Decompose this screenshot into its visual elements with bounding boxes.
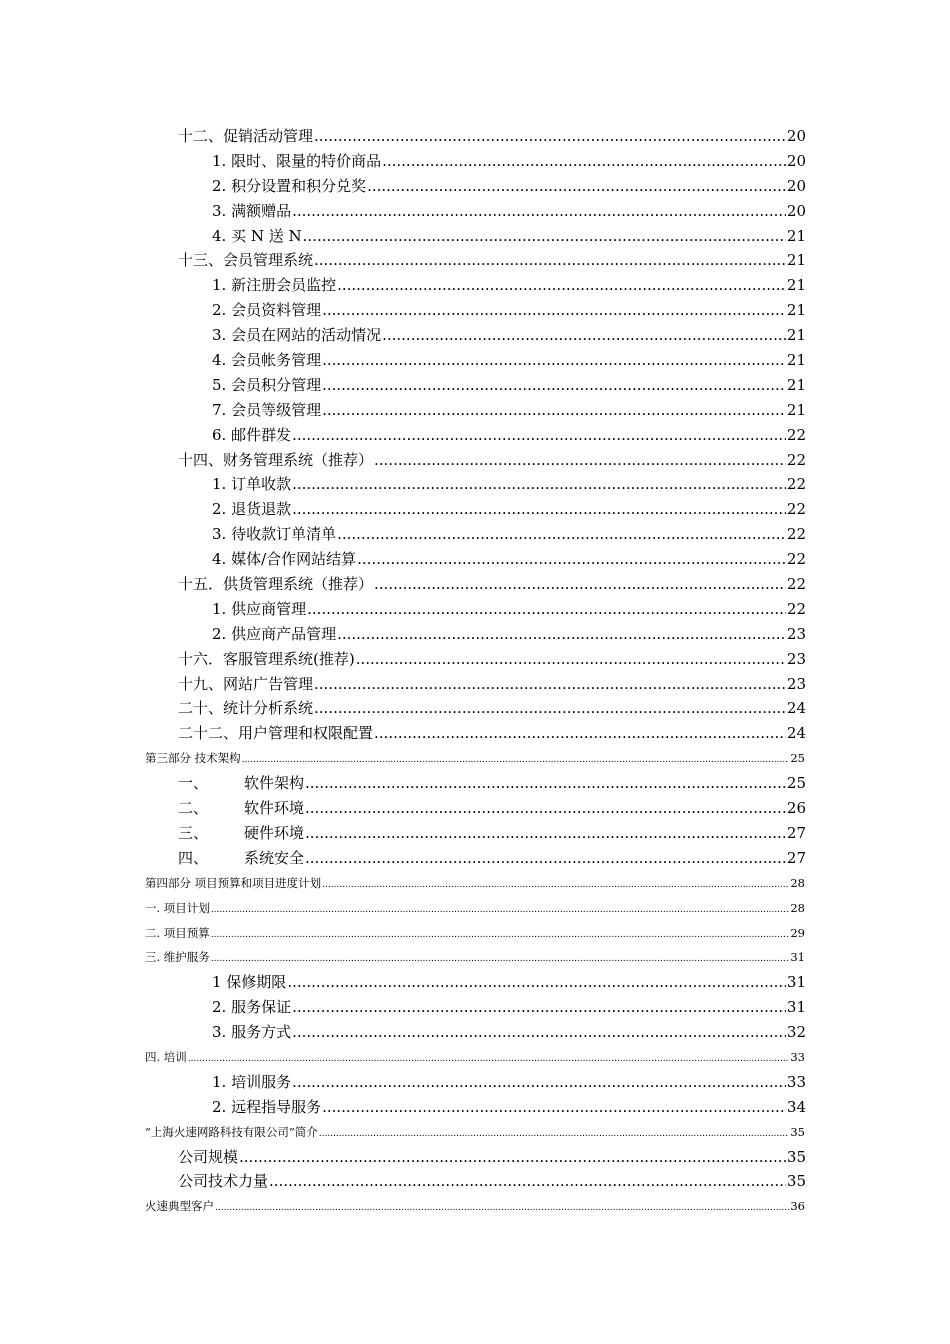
dot-leader [314,672,786,697]
toc-page-number: 35 [790,1124,805,1139]
toc-entry-label: 2. 供应商产品管理 [212,624,337,643]
dot-leader [356,647,786,672]
toc-page-number: 33 [790,1049,805,1064]
toc-page-number: 22 [786,450,806,469]
toc-entry[interactable] [178,846,806,871]
toc-page-number: 35 [786,1172,806,1191]
dot-leader [382,149,786,174]
dot-leader [239,1145,786,1170]
dot-leader [305,846,786,871]
toc-entry-label: 十九、网站广告管理 [178,674,314,693]
toc-page-number: 22 [786,599,806,618]
toc-entry-label: 三. 维护服务 [145,950,210,965]
toc-entry-label: 第四部分 项目预算和项目进度计划 [145,875,322,890]
dot-leader [382,323,786,348]
toc-page-number: 22 [786,500,806,519]
dot-leader [322,873,789,898]
toc-page-number: 21 [786,326,806,345]
toc-entry[interactable] [212,423,806,448]
toc-entry[interactable] [145,746,805,771]
toc-entry-label: 3. 待收款订单清单 [212,525,337,544]
toc-entry[interactable] [212,273,806,298]
toc-entry[interactable] [145,896,805,921]
toc-entry[interactable] [212,398,806,423]
dot-leader [314,248,786,273]
dot-leader [374,572,786,597]
toc-page-number: 22 [786,575,806,594]
toc-entry[interactable] [178,696,806,721]
toc-page-number: 20 [786,127,806,145]
toc-entry-title: 硬件环境 [244,823,305,842]
toc-entry[interactable] [212,497,806,522]
toc-entry-label: 公司技术力量 [178,1172,269,1191]
toc-page-number: 34 [786,1097,806,1116]
dot-leader [242,748,790,773]
toc-entry-label [178,846,304,871]
toc-entry-label: 二十、统计分析系统 [178,699,314,718]
dot-leader [367,174,786,199]
toc-entry[interactable] [212,547,806,572]
toc-page-number: 35 [786,1147,806,1166]
dot-leader [374,448,786,473]
toc-page-number: 24 [786,699,806,718]
toc-entry[interactable] [212,149,806,174]
dot-leader [322,373,786,398]
toc-entry[interactable] [145,945,805,970]
toc-entry-number: 一、 [178,774,209,793]
toc-page-number: 36 [790,1199,805,1214]
toc-entry-label: 火速典型客户 [145,1199,214,1214]
toc-entry-label: 1. 新注册会员监控 [212,276,337,295]
toc-entry[interactable] [212,1020,806,1045]
toc-page-number: 25 [786,774,806,793]
toc-entry-number: 二、 [178,799,209,818]
toc-entry[interactable] [178,248,806,273]
toc-entry[interactable] [212,472,806,497]
dot-leader [292,1020,786,1045]
toc-entry-label [178,821,304,846]
toc-entry-label: 二十二、用户管理和权限配置 [178,724,374,743]
toc-entry[interactable] [212,323,806,348]
dot-leader [292,497,786,522]
toc-entry[interactable] [178,448,806,473]
toc-entry[interactable] [178,771,806,796]
toc-entry[interactable] [212,597,806,622]
toc-entry[interactable] [178,1145,806,1170]
dot-leader [211,947,790,972]
toc-page-number: 22 [786,475,806,494]
toc-page-number: 21 [786,276,806,295]
toc-page-number: 21 [786,400,806,419]
toc-entry[interactable] [212,970,806,995]
toc-entry[interactable] [212,174,806,199]
dot-leader [322,298,786,323]
dot-leader [337,622,786,647]
toc-page-number: 31 [786,973,806,992]
toc-entry[interactable] [145,1045,805,1070]
toc-entry[interactable] [145,871,805,896]
toc-entry[interactable] [212,522,806,547]
toc-entry-label: 6. 邮件群发 [212,425,292,444]
dot-leader [314,696,786,721]
toc-page-number: 21 [786,226,806,245]
toc-entry[interactable] [178,124,806,149]
toc-entry-label: 3. 服务方式 [212,1023,292,1042]
toc-entry[interactable] [178,821,806,846]
toc-entry-label: 1. 订单收款 [212,475,292,494]
dot-leader [337,522,786,547]
toc-page-number: 21 [786,351,806,370]
toc-page-number: 27 [786,823,806,842]
toc-page-number: 22 [786,525,806,544]
dot-leader [337,273,786,298]
toc-entry-label: 1. 限时、限量的特价商品 [212,151,382,170]
toc-entry[interactable] [178,647,806,672]
toc-page-number: 22 [786,550,806,569]
dot-leader [211,898,790,923]
dot-leader [292,199,786,224]
toc-page-number: 33 [786,1072,806,1091]
toc-entry[interactable] [212,199,806,224]
toc-entry-label: 四. 培训 [145,1049,187,1064]
toc-page-number: 28 [790,875,805,890]
toc-entry-label: 3. 会员在网站的活动情况 [212,326,382,345]
toc-page-number: 21 [786,375,806,394]
toc-page-number: 32 [786,1023,806,1042]
toc-page-number: 22 [786,425,806,444]
toc-page-number: 26 [786,799,806,818]
dot-leader [215,1196,789,1221]
toc-entry-label [178,796,304,821]
toc-page-number: 20 [786,201,806,220]
toc-entry[interactable] [212,995,806,1020]
dot-leader [322,348,786,373]
toc-entry[interactable] [145,1120,805,1145]
toc-entry-label: 2. 服务保证 [212,998,292,1017]
toc-entry-label: 十四、财务管理系统（推荐） [178,450,374,469]
dot-leader [314,124,786,149]
toc-page-number: 27 [786,848,806,867]
dot-leader [188,1047,790,1072]
toc-entry[interactable] [178,796,806,821]
dot-leader [305,771,786,796]
toc-entry-number: 四、 [178,848,209,867]
toc-entry-label: 4. 媒体/合作网站结算 [212,550,357,569]
toc-entry-title: 软件环境 [244,799,305,818]
dot-leader [292,1070,786,1095]
toc-entry-label: 1. 供应商管理 [212,599,307,618]
toc-entry[interactable] [212,298,806,323]
dot-leader [292,423,786,448]
dot-leader [292,995,786,1020]
toc-entry[interactable] [178,672,806,697]
toc-entry[interactable] [145,921,805,946]
toc-entry[interactable] [178,1169,806,1194]
toc-entry-label: 3. 满额赠品 [212,201,292,220]
toc-entry-label: 4. 会员帐务管理 [212,351,322,370]
toc-entry[interactable] [178,572,806,597]
toc-entry-label: 4. 买 N 送 N [212,226,302,245]
toc-entry-label [178,771,304,796]
toc-page-number: 21 [786,251,806,270]
toc-entry[interactable] [178,721,806,746]
toc-page-number: 21 [786,301,806,320]
toc-entry-label: 2. 远程指导服务 [212,1097,322,1116]
toc-entry-label: 2. 积分设置和积分兑奖 [212,176,367,195]
toc-page-number: 23 [786,649,806,668]
toc-entry[interactable] [212,348,806,373]
toc-page-number: 20 [786,151,806,170]
toc-entry-label: 十三、会员管理系统 [178,251,314,270]
toc-entry-number: 三、 [178,823,209,842]
toc-entry-label: 2. 会员资料管理 [212,301,322,320]
toc-page-number: 20 [786,176,806,195]
toc-entry[interactable] [212,373,806,398]
toc-page-number: 23 [786,674,806,693]
toc-entry[interactable] [145,1194,805,1219]
dot-leader [305,796,786,821]
toc-page-number: 23 [786,624,806,643]
toc-entry-label: 十六．客服管理系统(推荐) [178,649,355,668]
toc-page-number: 28 [790,900,805,915]
toc-entry-label: 7. 会员等级管理 [212,400,322,419]
dot-leader [307,597,786,622]
dot-leader [322,398,786,423]
dot-leader [322,1095,786,1120]
toc-page-number: 31 [790,950,805,965]
dot-leader [287,970,786,995]
toc-entry-label: 公司规模 [178,1147,239,1166]
dot-leader [269,1169,786,1194]
toc-entry-label: 十五．供货管理系统（推荐） [178,575,374,594]
toc-entry-label: 1. 培训服务 [212,1072,292,1091]
toc-page-number: 25 [790,751,805,766]
dot-leader [305,821,786,846]
toc-entry-label: 1 保修期限 [212,973,287,992]
toc-entry-label: 第三部分 技术架构 [145,751,241,766]
toc-page-number: 31 [786,998,806,1017]
toc-entry-label: 5. 会员积分管理 [212,375,322,394]
toc-entry-title: 系统安全 [244,848,305,867]
toc-entry[interactable] [212,224,806,249]
toc-entry[interactable] [212,1095,806,1120]
dot-leader [292,472,786,497]
toc-page-number: 24 [786,724,806,743]
toc-entry-label: 二. 项目预算 [145,925,210,940]
dot-leader [211,923,790,948]
dot-leader [357,547,786,572]
table-of-contents [0,124,950,1219]
dot-leader [374,721,786,746]
toc-entry[interactable] [212,1070,806,1095]
toc-entry-label: 十二、促销活动管理 [178,127,314,145]
dot-leader [303,224,786,249]
toc-entry-label: “上海火速网路科技有限公司”简介 [145,1124,318,1139]
toc-entry-label: 2. 退货退款 [212,500,292,519]
toc-entry[interactable] [212,622,806,647]
toc-page-number: 29 [790,925,805,940]
toc-entry-title: 软件架构 [244,774,305,793]
dot-leader [319,1122,790,1147]
toc-entry-label: 一. 项目计划 [145,900,210,915]
